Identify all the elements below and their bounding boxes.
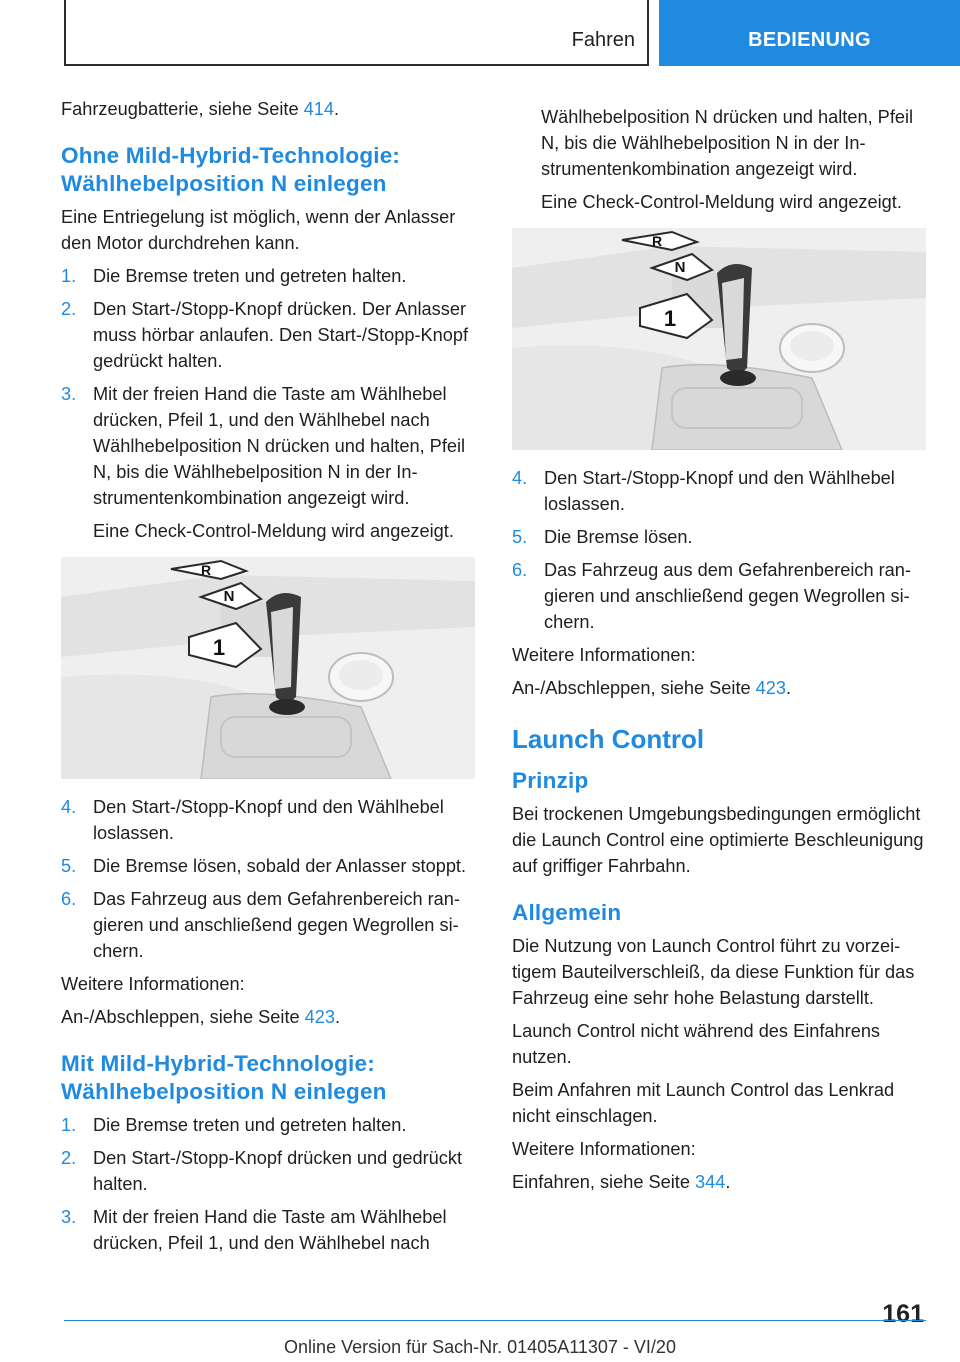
step-text: Die Bremse lösen. (544, 527, 693, 547)
step-number: 3. (61, 384, 77, 404)
unlock-paragraph: Eine Entriegelung ist möglich, wenn der Anlasser den Motor durchdrehen kann. (61, 207, 456, 253)
step-item (512, 557, 926, 635)
step-text: Mit der freien Hand die Taste am Wählhebel drücken, Pfeil 1, und den Wählhebel nach (93, 1207, 447, 1253)
arrow-label: 1 (212, 635, 226, 660)
steps-with-list-continued (512, 465, 926, 635)
heading-with-mild-hybrid: Mit Mild-Hybrid-Technologie: Wählhebelposition N einlegen (61, 1051, 387, 1104)
more-info-label-2: Weitere Informationen: (512, 1139, 696, 1159)
arrow-label: R (651, 233, 663, 249)
page-link-423[interactable]: 423 (304, 1007, 336, 1027)
header-section-title: Fahren (571, 29, 635, 51)
step-number: 4. (61, 797, 77, 817)
steps-without-list-continued (61, 794, 479, 964)
step-number: 5. (61, 856, 77, 876)
step-number: 6. (61, 889, 77, 909)
footer-version-text: Online Version für Sach-Nr. 01405A11307 - VI/20 (284, 1337, 676, 1357)
gear-selector-illustration (61, 557, 475, 779)
step3-continuation: Wählhebelposition N drücken und halten, Pfeil N, bis die Wählhebelposition N in der Instrumentenkombination angezeigt wird. (541, 107, 914, 179)
controller-knob-top (790, 331, 834, 361)
heading-principle: Prinzip (512, 768, 589, 793)
page-link-423-right[interactable]: 423 (755, 678, 787, 698)
arrow-label: 1 (663, 306, 677, 331)
step-text: Den Start-/Stopp-Knopf drücken und gedrückt halten. (93, 1148, 463, 1194)
principle-paragraph: Bei trockenen Umgebungsbedingungen ermöglicht die Launch Control eine optimierte Beschleunigung auf griffiger Fahrbahn. (512, 804, 924, 876)
step-number: 5. (512, 527, 528, 547)
towing-reference-right: An-/Abschleppen, siehe Seite 423. (512, 678, 792, 698)
right-column (512, 104, 926, 1202)
steps-without-list (61, 263, 479, 544)
heading-general: Allgemein (512, 900, 622, 925)
step-item (61, 1204, 479, 1256)
step-item (61, 381, 479, 544)
controller-knob-top (339, 660, 383, 690)
header-chapter-label: BEDIENUNG (748, 29, 871, 51)
more-info-label-right: Weitere Informationen: (512, 645, 696, 665)
step-item (512, 465, 926, 517)
general-paragraph-3: Beim Anfahren mit Launch Control das Lenkrad nicht einschlagen. (512, 1080, 895, 1126)
breakin-reference: Einfahren, siehe Seite 344. (512, 1172, 731, 1192)
header-chapter-tab (659, 0, 960, 66)
gear-selector-figure (61, 557, 475, 779)
gear-selector-figure-2 (512, 228, 926, 450)
gear-lever-base (720, 370, 756, 386)
arrow-label: N (223, 588, 235, 605)
more-info-label: Weitere Informationen: (61, 974, 245, 994)
step3-note: Eine Check-Control-Meldung wird angezeigt. (541, 192, 902, 212)
step-item (61, 1145, 479, 1197)
step-number: 2. (61, 299, 77, 319)
step-item (512, 524, 926, 550)
step-item (61, 296, 479, 374)
page-link-344[interactable]: 344 (695, 1172, 726, 1192)
step-item (61, 263, 479, 289)
step-text: Die Bremse treten und getreten halten. (93, 1115, 407, 1135)
left-column (61, 96, 479, 1263)
step-note: Eine Check-Control-Meldung wird angezeigt. (93, 521, 454, 541)
step-text: Den Start-/Stopp-Knopf und den Wählhebel loslassen. (544, 468, 895, 514)
step-item (61, 886, 479, 964)
step-text: Den Start-/Stopp-Knopf drücken. Der Anlasser muss hörbar anlaufen. Den Start-/Stopp-Knopf gedrückt halten. (93, 299, 469, 371)
step-number: 1. (61, 1115, 77, 1135)
step-number: 3. (61, 1207, 77, 1227)
arrow-label: N (674, 259, 686, 276)
step-text: Das Fahrzeug aus dem Gefahrenbereich rangieren und anschließend gegen Wegrollen sichern. (544, 560, 911, 632)
gear-lever-base (269, 699, 305, 715)
step-item (61, 794, 479, 846)
step-number: 6. (512, 560, 528, 580)
page-link-414[interactable]: 414 (303, 99, 335, 119)
step-text: Die Bremse treten und getreten halten. (93, 266, 407, 286)
arrow-label: R (200, 562, 212, 578)
gear-selector-illustration (512, 228, 926, 450)
step-text: Den Start-/Stopp-Knopf und den Wählhebel loslassen. (93, 797, 444, 843)
steps-with-list (61, 1112, 479, 1256)
step-item (61, 1112, 479, 1138)
intro-paragraph: Fahrzeugbatterie, siehe Seite 414. (61, 99, 340, 119)
towing-reference: An-/Abschleppen, siehe Seite 423. (61, 1007, 341, 1027)
general-paragraph-1: Die Nutzung von Launch Control führt zu vorzeitigem Bauteilverschleiß, da diese Funktion für das Fahrzeug eine sehr hohe Belastung darstellt. (512, 936, 915, 1008)
page-header (0, 0, 960, 66)
step-item (61, 853, 479, 879)
step-number: 1. (61, 266, 77, 286)
header-section-box (64, 0, 649, 66)
heading-launch-control: Launch Control (512, 724, 705, 754)
step-number: 2. (61, 1148, 77, 1168)
step-text: Mit der freien Hand die Taste am Wählhebel drücken, Pfeil 1, und den Wählhebel nach Wählhebelposition N drücken und halten, Pfeil N, bis die Wählhebelposition N in der Instrumentenkombination angezeigt wird. (93, 384, 466, 508)
footer-rule (64, 1320, 926, 1321)
step-number: 4. (512, 468, 528, 488)
heading-without-mild-hybrid: Ohne Mild-Hybrid-Technologie: Wählhebelposition N einlegen (61, 143, 401, 196)
general-paragraph-2: Launch Control nicht während des Einfahrens nutzen. (512, 1021, 881, 1067)
page-number: 161 (882, 1300, 924, 1328)
step-text: Das Fahrzeug aus dem Gefahrenbereich rangieren und anschließend gegen Wegrollen sichern. (93, 889, 460, 961)
step-text: Die Bremse lösen, sobald der Anlasser stoppt. (93, 856, 467, 876)
